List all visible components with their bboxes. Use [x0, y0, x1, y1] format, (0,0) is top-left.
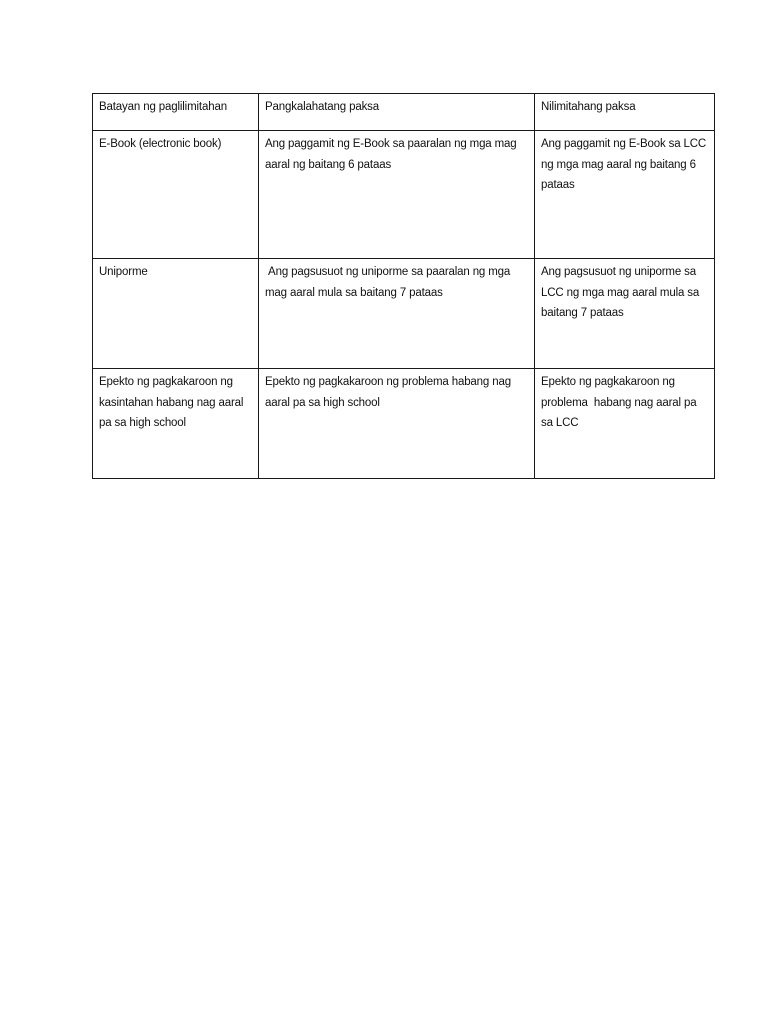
- table-row: [93, 259, 715, 369]
- header-cell-limited-topic: Nilimitahang paksa: [535, 94, 715, 131]
- table-cell: Epekto ng pagkakaroon ng problema habang nag aaral pa sa high school: [259, 369, 535, 479]
- table-cell: Epekto ng pagkakaroon ng kasintahan habang nag aaral pa sa high school: [93, 369, 259, 479]
- table-cell: Ang pagsusuot ng uniporme sa LCC ng mga mag aaral mula sa baitang 7 pataas: [535, 259, 715, 369]
- table-row: [93, 369, 715, 479]
- table-header-row: [93, 94, 715, 131]
- table-row: [93, 131, 715, 259]
- header-cell-general-topic: Pangkalahatang paksa: [259, 94, 535, 131]
- table-cell: Ang pagsusuot ng uniporme sa paaralan ng mga mag aaral mula sa baitang 7 pataas: [259, 259, 535, 369]
- topic-limitation-table: [92, 93, 715, 479]
- table-cell: Ang paggamit ng E-Book sa paaralan ng mga mag aaral ng baitang 6 pataas: [259, 131, 535, 259]
- table-cell: E-Book (electronic book): [93, 131, 259, 259]
- table-cell: Ang paggamit ng E-Book sa LCC ng mga mag aaral ng baitang 6 pataas: [535, 131, 715, 259]
- header-cell-basis: Batayan ng paglilimitahan: [93, 94, 259, 131]
- table-cell: Uniporme: [93, 259, 259, 369]
- table-cell: Epekto ng pagkakaroon ng problema habang nag aaral pa sa LCC: [535, 369, 715, 479]
